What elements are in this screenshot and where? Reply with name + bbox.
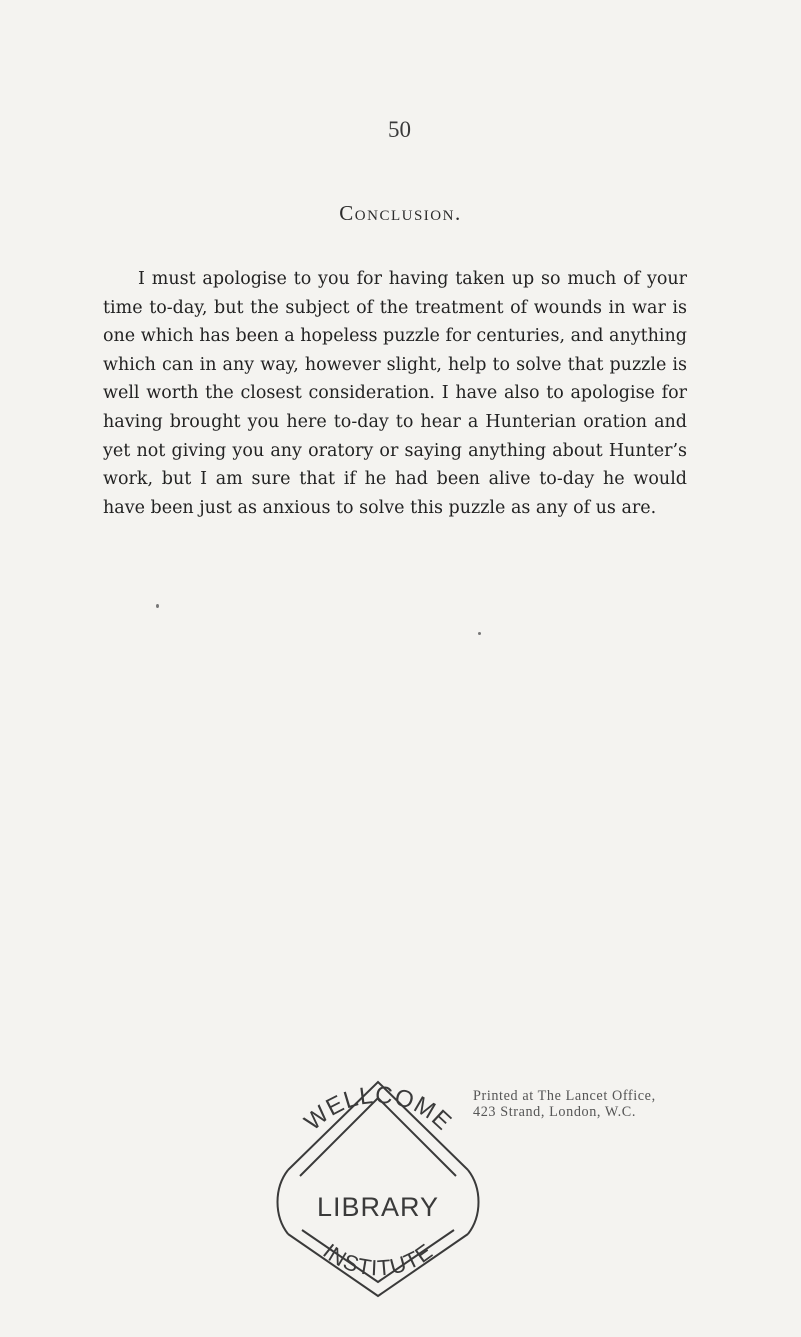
ink-speck [478, 632, 481, 635]
library-stamp [268, 1070, 488, 1300]
stamp-bottom-text: INSTITUTE [318, 1238, 438, 1281]
imprint-line-1: Printed at The Lancet Office, [473, 1088, 656, 1104]
stamp-left-edge [278, 1170, 289, 1234]
section-heading: Conclusion. [339, 201, 462, 225]
printer-imprint [473, 1088, 773, 1120]
body-paragraph: I must apologise to you for having taken up so much of your time to-day, but the subject of the treatment of wounds in war is one which has been a hopeless puzzle for centuries, and anything which can in any way, however slight, help to solve that puzzle is well worth the closest consideration. I have also to apologise for having brought you here to-day to hear a Hunterian oration and yet not giving you any oratory or saying anything about Hunter’s work, but I am sure that if he had been alive to-day he would have been just as anxious to solve this puzzle as any of us are. [103, 269, 688, 518]
stamp-right-edge [468, 1170, 479, 1234]
ink-speck [156, 604, 159, 608]
page-number: 50 [388, 117, 411, 142]
imprint-line-2: 423 Strand, London, W.C. [473, 1104, 636, 1120]
stamp-top-text: WELLCOME [299, 1081, 457, 1137]
stamp-center-text: LIBRARY [316, 1192, 440, 1222]
